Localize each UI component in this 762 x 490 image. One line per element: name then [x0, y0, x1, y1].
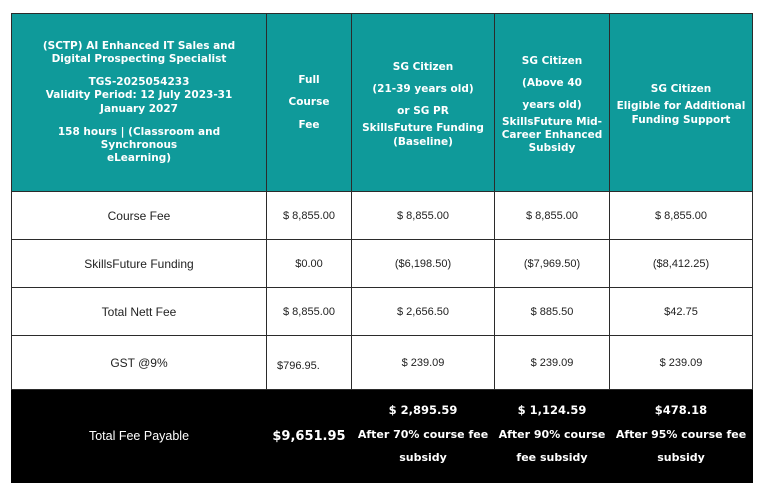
baseline-header: SG Citizen (21-39 years old) or SG PR SkillsFuture Funding (Baseline) — [352, 14, 495, 192]
baseline-subtitle: SkillsFuture Funding (Baseline) — [362, 122, 484, 148]
additional-header: SG Citizen Eligible for Additional Funding Support — [610, 14, 753, 192]
table-cell: ($8,412.25) — [610, 240, 753, 288]
midcareer-subtitle: SkillsFuture Mid-Career Enhanced Subsidy — [501, 115, 603, 155]
total-midcareer-note: After 90% course fee subsidy — [498, 427, 606, 464]
table-cell: ($7,969.50) — [495, 240, 610, 288]
full-fee-header: Full Course Fee — [267, 14, 352, 192]
table-cell: $0.00 — [267, 240, 352, 288]
table-row — [12, 288, 753, 336]
fee-table-container — [11, 13, 752, 483]
total-full-fee: $9,651.95 — [267, 390, 352, 483]
table-cell: $ 239.09 — [495, 336, 610, 390]
table-cell: $ 8,855.00 — [267, 192, 352, 240]
total-midcareer — [495, 390, 610, 483]
validity-period: Validity Period: 12 July 2023-31 January 2027 — [45, 89, 233, 115]
table-row — [12, 240, 753, 288]
row-label: SkillsFuture Funding — [12, 240, 267, 288]
course-title: (SCTP) AI Enhanced IT Sales and Digital Prospecting Specialist — [42, 40, 236, 66]
total-row — [12, 390, 753, 483]
table-row — [12, 336, 753, 390]
table-cell: $42.75 — [610, 288, 753, 336]
header-row — [12, 14, 753, 192]
total-additional-amount: $478.18 — [654, 402, 708, 417]
table-cell: $ 239.09 — [610, 336, 753, 390]
total-label: Total Fee Payable — [12, 390, 267, 483]
additional-subtitle: Eligible for Additional Funding Support — [616, 100, 746, 126]
course-info-header — [12, 14, 267, 192]
table-cell: $796.95. — [267, 336, 352, 390]
course-mode: eLearning) — [106, 151, 172, 164]
table-cell: $ 8,855.00 — [610, 192, 753, 240]
course-fee-table — [11, 13, 753, 483]
table-cell: $ 2,656.50 — [352, 288, 495, 336]
course-code: TGS-2025054233 — [88, 76, 190, 89]
table-cell: ($6,198.50) — [352, 240, 495, 288]
table-cell: $ 239.09 — [352, 336, 495, 390]
total-baseline-amount: $ 2,895.59 — [388, 402, 458, 417]
table-cell: $ 8,855.00 — [267, 288, 352, 336]
total-midcareer-amount: $ 1,124.59 — [517, 402, 587, 417]
total-additional — [610, 390, 753, 483]
table-cell: $ 885.50 — [495, 288, 610, 336]
row-label: GST @9% — [12, 336, 267, 390]
total-additional-note: After 95% course fee subsidy — [615, 427, 747, 464]
midcareer-header: SG Citizen (Above 40 years old) SkillsFuture Mid-Career Enhanced Subsidy — [495, 14, 610, 192]
table-cell: $ 8,855.00 — [352, 192, 495, 240]
total-baseline-note: After 70% course fee subsidy — [357, 427, 489, 464]
course-hours: 158 hours | (Classroom and Synchronous — [57, 125, 221, 151]
total-baseline — [352, 390, 495, 483]
table-cell: $ 8,855.00 — [495, 192, 610, 240]
table-row — [12, 192, 753, 240]
row-label: Total Nett Fee — [12, 288, 267, 336]
row-label: Course Fee — [12, 192, 267, 240]
